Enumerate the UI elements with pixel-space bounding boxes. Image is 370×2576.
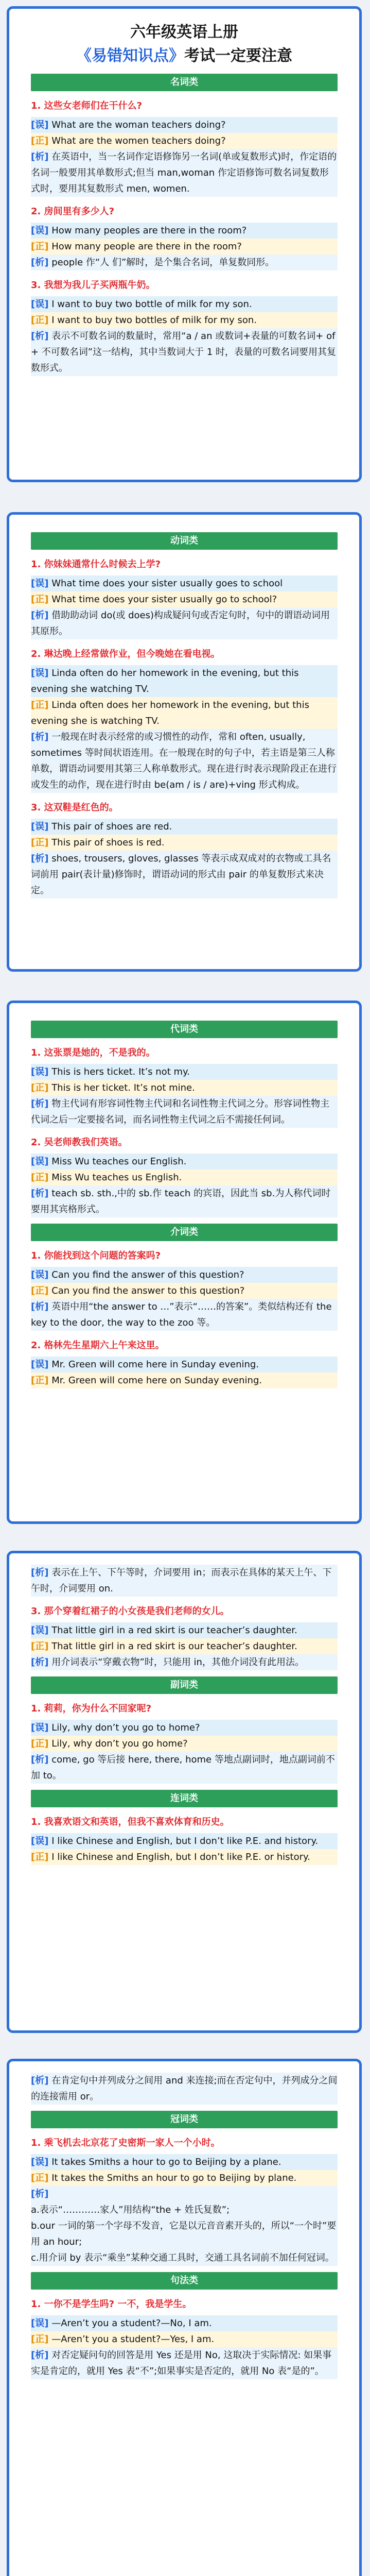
section-bar: 连词类 [31,1790,338,1807]
card-nouns [7,6,362,482]
right-tag: [正] [31,837,49,848]
wrong-text: Can you find the answer of this question? [51,1269,244,1280]
analysis-tag: [析] [31,732,49,742]
analysis-tag: [析] [31,1657,49,1668]
section-bar: 副词类 [31,1676,338,1694]
analysis-line [31,2186,338,2202]
item-heading: 1. 我喜欢语文和英语，但我不喜欢体育和历史。 [31,1817,230,1827]
wrong-text: Mr. Green will come here in Sunday evening. [51,1359,259,1370]
wrong-text: —Aren’t you a student?—No, I am. [51,2318,212,2329]
analysis-extra-c: c.用介词 by 表示“乘坐”某种交通工具时，交通工具名词前不加任何冠词。 [31,2250,338,2266]
item-heading: 2. 琳达晚上经常做作业，但今晚她在看电视。 [31,649,220,659]
analysis-tag: [析] [31,151,49,162]
analysis-line [31,851,338,899]
analysis-line [31,607,338,639]
wrong-tag: [误] [31,1625,49,1636]
wrong-line [31,665,338,697]
right-line [31,1736,338,1752]
right-text: That little girl in a red skirt is our teacher’s daughter. [51,1641,297,1652]
wrong-tag: [误] [31,578,49,589]
analysis-tag: [析] [31,2350,49,2361]
right-line [31,312,338,328]
item-heading: 3. 我想为我儿子买两瓶牛奶。 [31,280,155,291]
item-heading: 1. 乘飞机去北京花了史密斯一家人一个小时。 [31,2138,220,2148]
analysis-tag: [析] [31,1098,49,1109]
right-line [31,1170,338,1185]
right-tag: [正] [31,2334,49,2345]
wrong-tag: [误] [31,299,49,310]
wrong-tag: [误] [31,225,49,236]
card-adverbs-conjunctions [7,1551,362,2033]
analysis-tag: [析] [31,2189,49,2199]
right-tag: [正] [31,1852,49,1862]
analysis-extra-a: a.表示“…………家人”用结构“the + 姓氏复数”; [31,2202,338,2218]
wrong-line [31,223,338,239]
right-line [31,239,338,255]
right-line [31,2170,338,2186]
wrong-tag: [误] [31,1269,49,1280]
analysis-tag: [析] [31,331,49,342]
right-text: Miss Wu teaches us English. [51,1172,182,1183]
page-subtitle [31,46,338,66]
analysis-line [31,1185,338,1217]
subtitle-prefix: 《易错知识点》 [76,47,184,65]
wrong-text: It takes Smiths a hour to go to Beijing by a plane. [51,2157,281,2167]
right-text: This pair of shoes is red. [51,837,165,848]
item-heading: 2. 房间里有多少人? [31,206,115,217]
wrong-tag: [误] [31,2157,49,2167]
wrong-tag: [误] [31,668,49,679]
right-tag: [正] [31,1641,49,1652]
right-text: Lily, why don’t you go home? [51,1738,188,1749]
wrong-tag: [误] [31,2318,49,2329]
analysis-text: 对否定疑问句的回答是用 Yes 还是用 No, 这取决于实际情况: 如果事实是肯定的，就用 Yes 表“不”;如果事实是否定的，就用 No 表“是的”。 [31,2350,332,2377]
wrong-text: I like Chinese and English, but I don’t like P.E. and history. [51,1836,319,1846]
wrong-line [31,1833,338,1849]
wrong-tag: [误] [31,120,49,130]
right-tag: [正] [31,1375,49,1386]
wrong-tag: [误] [31,821,49,832]
right-tag: [正] [31,2173,49,2183]
section-bar: 介词类 [31,1224,338,1241]
wrong-text: This is hers ticket. It’s not my. [51,1066,190,1077]
analysis-line [31,2073,338,2105]
page-title: 六年级英语上册 [130,23,238,41]
item-heading: 1. 这些女老师们在干什么? [31,100,143,111]
wrong-line [31,1064,338,1080]
analysis-text: 表示不可数名词的数量时，常用“a / an 或数词+表量的可数名词+ of + 不可数名词”这一结构，其中当数词大于 1 时，表量的可数名词要用其复数形式。 [31,331,337,374]
right-text: —Aren’t you a student?—Yes, I am. [51,2334,215,2345]
analysis-line [31,255,338,270]
wrong-line [31,1267,338,1283]
wrong-text: That little girl in a red skirt is our teacher’s daughter. [51,1625,297,1636]
right-line [31,1638,338,1654]
wrong-line [31,2154,338,2170]
analysis-line [31,1654,338,1670]
item-heading: 1. 莉莉，你为什么不回家呢? [31,1703,152,1714]
analysis-text: teach sb. sth.,中的 sb.作 teach 的宾语，因此当 sb.为人称代词时要用其宾格形式。 [31,1188,331,1215]
right-line [31,1372,338,1388]
right-line [31,1849,338,1865]
wrong-tag: [误] [31,1156,49,1167]
wrong-line [31,1720,338,1736]
analysis-tag: [析] [31,1301,49,1312]
analysis-text: 用介词表示“穿戴衣物”时，只能用 in，其他介词没有此用法。 [51,1657,304,1668]
wrong-text: What are the woman teachers doing? [51,120,226,130]
analysis-text: 一般现在时表示经常的或习惯性的动作，常和 often, usually, sometimes 等时间状语连用。在一般现在时的句子中，若主语是第三人称单数，谓语动词要用其第三人称单数形式。现在进行时表示现阶段正在进行或发生的动作，现在进行时由 be(am / is / are)+ving 形式构成。 [31,732,337,790]
wrong-line [31,1154,338,1170]
right-tag: [正] [31,241,49,252]
analysis-text: 物主代词有形容词性物主代词和名词性物主代词之分。形容词性物主代词之后一定要接名词，而名词性物主代词之后不需接任何词。 [31,1098,330,1125]
right-tag: [正] [31,1082,49,1093]
right-text: What time does your sister usually go to school? [51,594,277,605]
analysis-line [31,729,338,793]
right-tag: [正] [31,1172,49,1183]
section-bar: 代词类 [31,1021,338,1038]
analysis-tag: [析] [31,1567,49,1578]
analysis-line [31,1299,338,1331]
analysis-line [31,2347,338,2379]
right-tag: [正] [31,594,49,605]
item-heading: 1. 一你不是学生吗? 一不，我是学生。 [31,2299,192,2310]
section-bar: 句法类 [31,2272,338,2290]
section-bar: 冠词类 [31,2111,338,2128]
wrong-text: What time does your sister usually goes to school [51,578,283,589]
wrong-text: Linda often do her homework in the evening, but this evening she watching TV. [31,668,299,694]
wrong-text: I want to buy two bottle of milk for my son. [51,299,252,310]
analysis-line [31,1565,338,1597]
right-text: Mr. Green will come here on Sunday evening. [51,1375,262,1386]
analysis-tag: [析] [31,257,49,268]
item-heading: 2. 吴老师教我们英语。 [31,1137,128,1148]
wrong-text: Miss Wu teaches our English. [51,1156,187,1167]
analysis-line [31,1752,338,1784]
analysis-text: 在肯定句中并列成分之间用 and 来连接;而在否定句中，并列成分之间的连接需用 or。 [31,2075,338,2102]
analysis-line [31,149,338,197]
right-tag: [正] [31,700,49,710]
wrong-text: This pair of shoes are red. [51,821,172,832]
item-heading: 1. 你妹妹通常什么时候去上学? [31,559,161,570]
subtitle-suffix: 考试一定要注意 [184,47,292,65]
section-bar: 名词类 [31,74,338,91]
card-articles-syntax [7,2059,362,2576]
right-tag: [正] [31,1738,49,1749]
item-heading: 1. 这张票是她的，不是我的。 [31,1047,155,1058]
analysis-text: 英语中用“the answer to …”表示“……的答案”。类似结构还有 the key to the door, the way to the zoo 等。 [31,1301,332,1328]
wrong-line [31,575,338,591]
right-tag: [正] [31,1285,49,1296]
wrong-line [31,1622,338,1638]
wrong-tag: [误] [31,1836,49,1846]
analysis-text: 表示在上午、下午等时，介词要用 in；而表示在具体的某天上午、下午时，介词要用 on. [31,1567,332,1594]
analysis-extra-b: b.our 一词的第一个字母不发音，它是以元音音素开头的，所以“一个时”要用 an hour; [31,2218,338,2250]
item-heading: 3. 这双鞋是红色的。 [31,802,118,813]
right-line [31,591,338,607]
analysis-tag: [析] [31,1188,49,1199]
wrong-line [31,117,338,133]
section-bar: 动词类 [31,532,338,550]
item-heading: 2. 格林先生星期六上午来这里。 [31,1340,165,1351]
right-text: I want to buy two bottles of milk for my son. [51,315,257,326]
analysis-text: come, go 等后接 here, there, home 等地点副词时，地点副词前不加 to。 [31,1754,335,1781]
right-text: Linda often does her homework in the evening, but this evening she is watching TV. [31,700,309,726]
card-verbs [7,512,362,972]
analysis-line [31,1096,338,1128]
right-tag: [正] [31,135,49,146]
item-heading: 3. 那个穿着红裙子的小女孩是我们老师的女儿。 [31,1606,230,1617]
right-line [31,697,338,729]
card-pronouns-prepositions [7,1001,362,1524]
wrong-line [31,296,338,312]
wrong-tag: [误] [31,1359,49,1370]
right-text: How many people are there in the room? [51,241,242,252]
right-text: I like Chinese and English, but I don’t like P.E. or history. [51,1852,310,1862]
wrong-tag: [误] [31,1066,49,1077]
right-text: What are the women teachers doing? [51,135,226,146]
analysis-text: 在英语中，当一名词作定语修饰另一名词(单或复数形式)时，作定语的名词一般要用其单数形式;但当 man,woman 作定语修饰可数名词复数形式时，要用其复数形式 men, women. [31,151,337,194]
wrong-line [31,819,338,835]
analysis-text: people 作“人 们”解时，是个集合名词，单复数同形。 [51,257,275,268]
right-text: This is her ticket. It’s not mine. [51,1082,195,1093]
right-tag: [正] [31,315,49,326]
right-line [31,2331,338,2347]
right-line [31,133,338,149]
wrong-line [31,2315,338,2331]
analysis-text: 借助助动词 do(或 does)构成疑问句或否定句时，句中的谓语动词用其原形。 [31,610,330,637]
analysis-tag: [析] [31,610,49,621]
right-line [31,1283,338,1299]
wrong-line [31,1357,338,1372]
wrong-text: Lily, why don’t you go to home? [51,1722,200,1733]
analysis-tag: [析] [31,1754,49,1765]
right-line [31,835,338,851]
analysis-tag: [析] [31,2075,49,2086]
item-heading: 1. 你能找到这个问题的答案吗? [31,1250,161,1261]
analysis-text: shoes, trousers, gloves, glasses 等表示成双成对的衣物或工具名词前用 pair(表计量)修饰时，谓语动词的形式由 pair 的单复数形式来决定。 [31,853,331,896]
analysis-line [31,328,338,376]
wrong-tag: [误] [31,1722,49,1733]
analysis-tag: [析] [31,853,49,864]
right-text: Can you find the answer to this question? [51,1285,245,1296]
right-line [31,1080,338,1096]
right-text: It takes the Smiths an hour to go to Beijing by plane. [51,2173,297,2183]
wrong-text: How many peoples are there in the room? [51,225,247,236]
